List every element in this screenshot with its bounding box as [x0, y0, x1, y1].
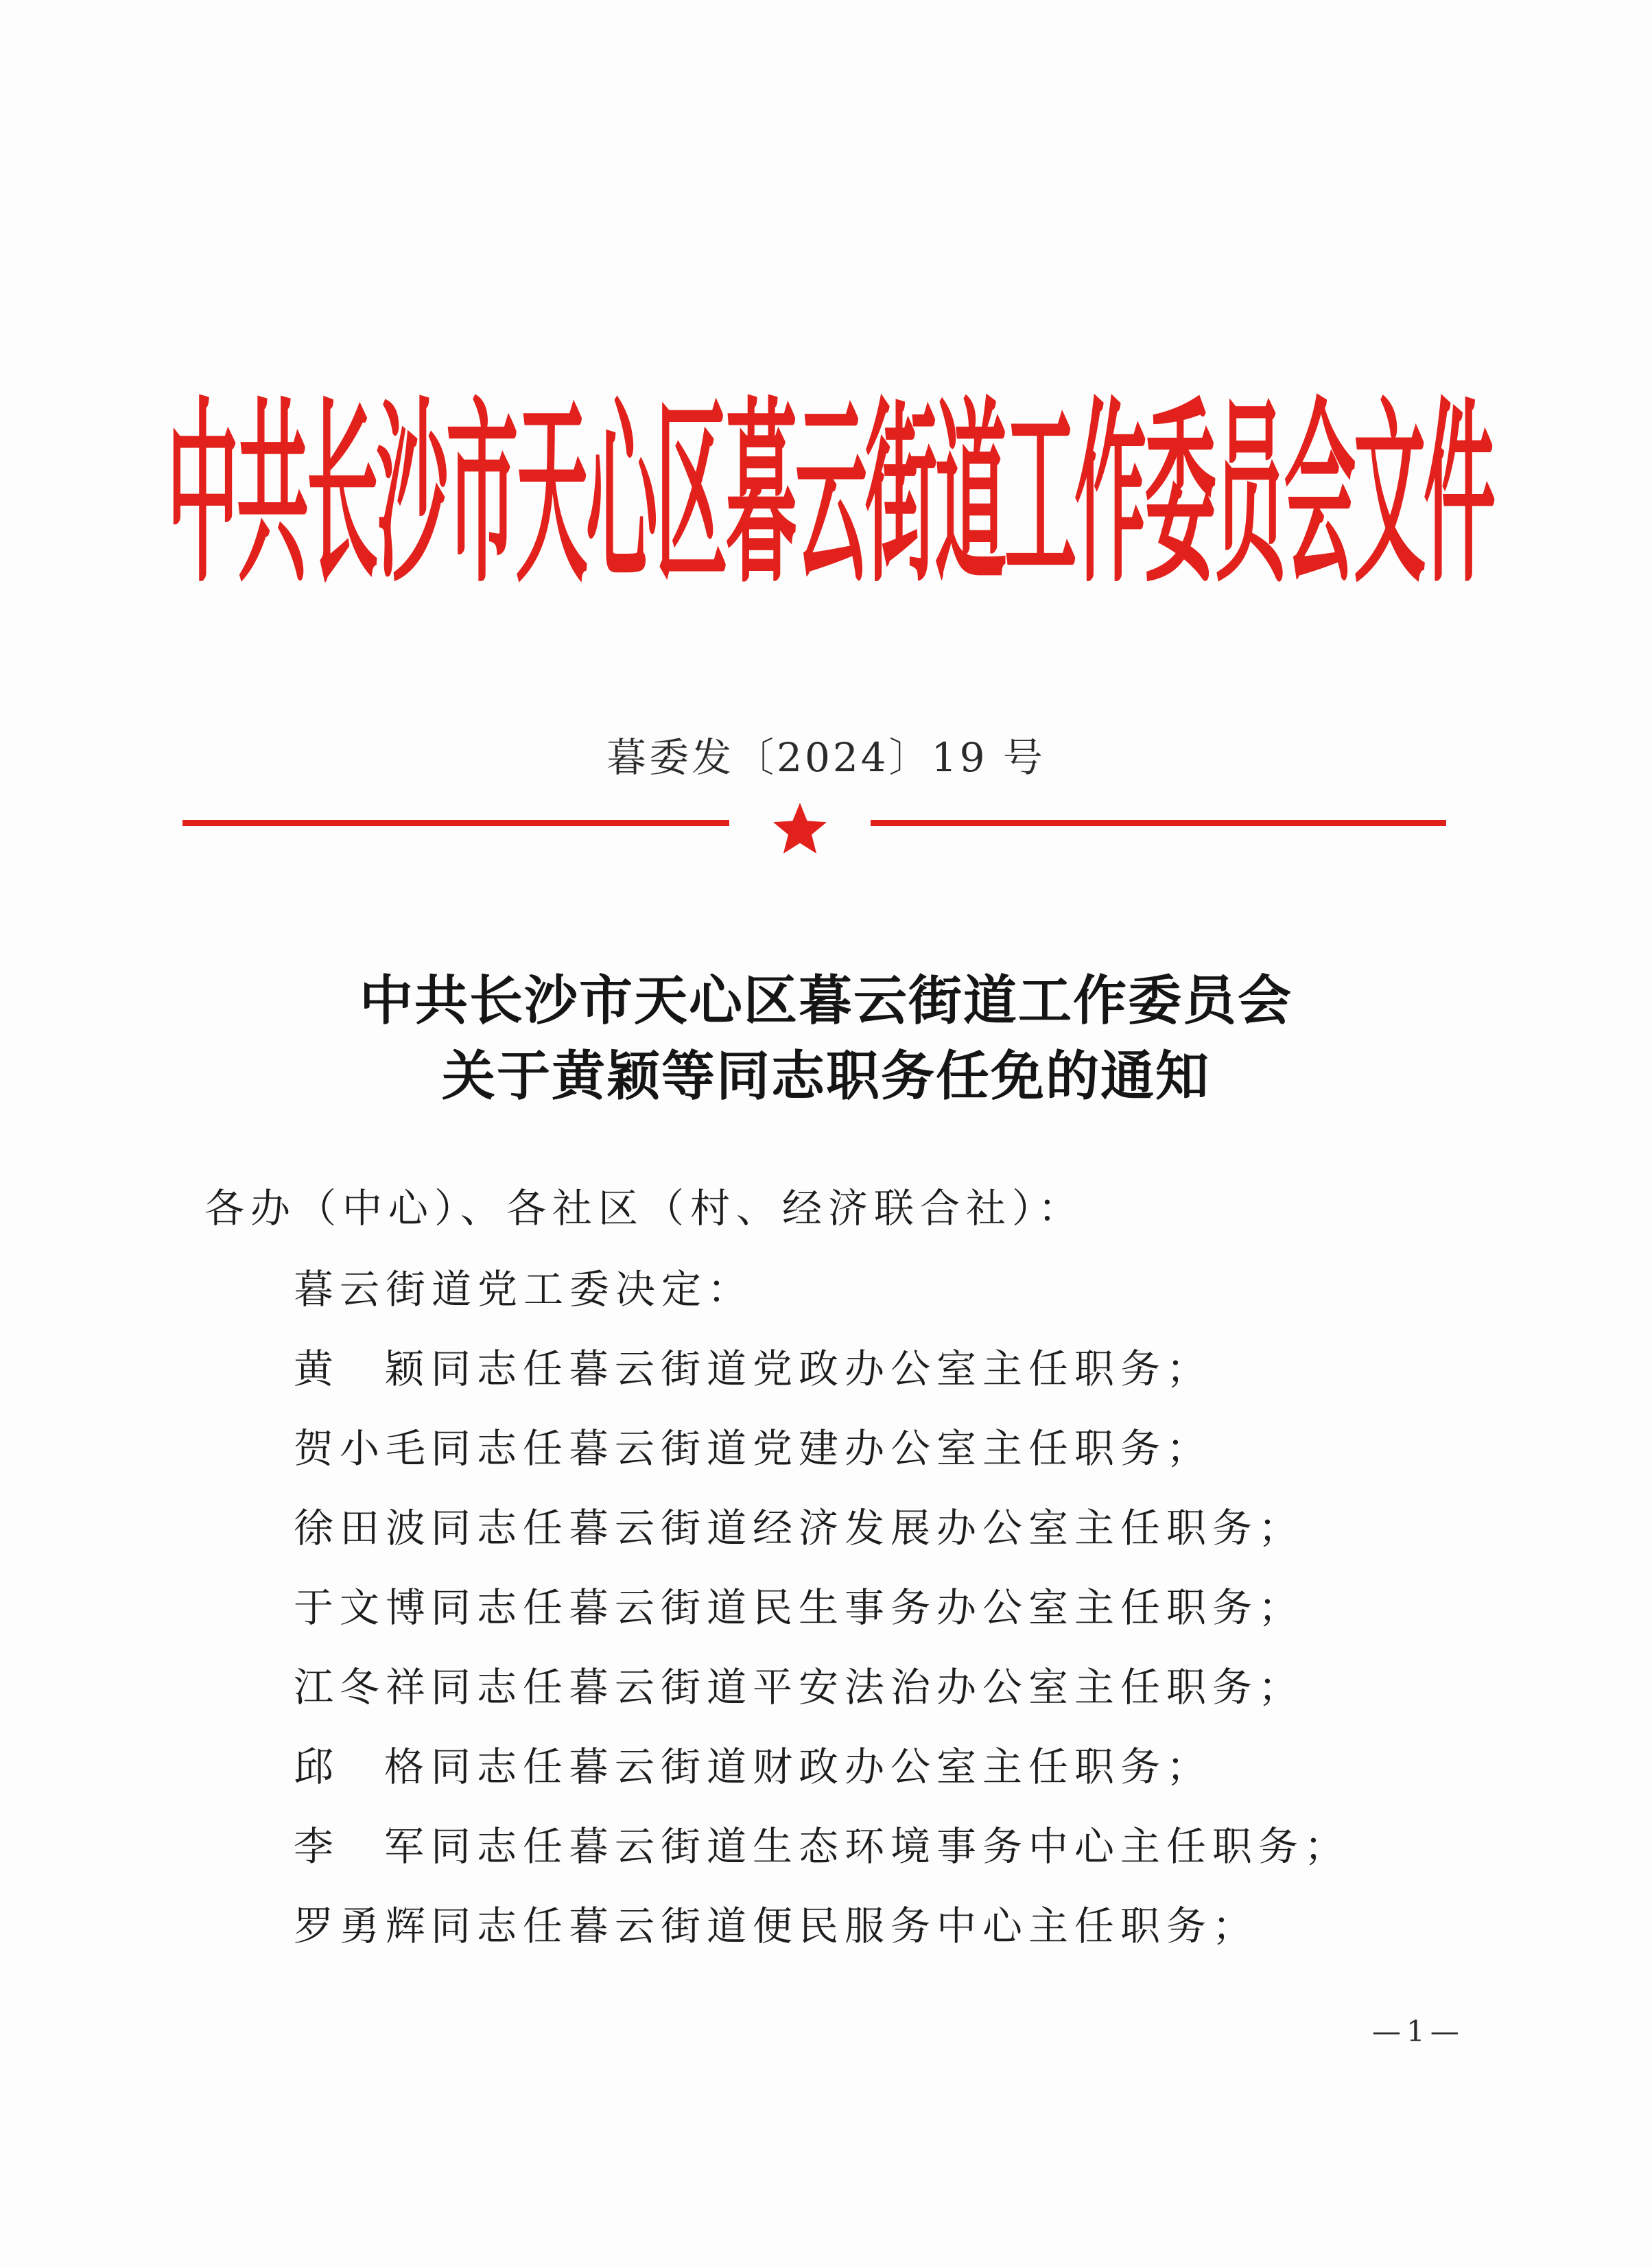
- notice-title-line-1: 中共长沙市天心区暮云街道工作委员会: [359, 970, 1293, 1032]
- appointment-line: [294, 1823, 1351, 1870]
- decision-intro: 暮云街道党工委决定：: [294, 1266, 754, 1313]
- page-number: —1—: [1372, 2015, 1465, 2048]
- masthead: [167, 377, 1494, 610]
- appointment-text: 同志任暮云街道经济发展办公室主任职务；: [431, 1505, 1305, 1551]
- appointee-name: 黄 颖: [294, 1346, 425, 1392]
- appointment-text: 同志任暮云街道生态环境事务中心主任职务；: [431, 1823, 1351, 1870]
- appointee-name: 徐田波: [294, 1505, 432, 1551]
- appointee-name: 李 军: [294, 1823, 425, 1870]
- appointee-name: 贺小毛: [294, 1425, 432, 1472]
- appointment-line: [294, 1664, 1305, 1711]
- notice-title-line-2: 关于黄颖等同志职务任免的通知: [441, 1045, 1210, 1107]
- appointment-line: [294, 1743, 1213, 1790]
- separator-line-right: [871, 820, 1446, 826]
- appointment-line: [294, 1346, 1213, 1392]
- appointment-text: 同志任暮云街道财政办公室主任职务；: [431, 1743, 1213, 1790]
- separator-line-left: [182, 820, 729, 826]
- addressee: 各办（中心）、各社区（村、经济联合社）：: [204, 1185, 1085, 1232]
- red-separator: [182, 803, 1446, 865]
- masthead-title: 中共长沙市天心区暮云街道工作委员会文件: [167, 377, 1494, 610]
- appointee-name: 邱 格: [294, 1743, 425, 1790]
- appointment-text: 同志任暮云街道平安法治办公室主任职务；: [431, 1664, 1305, 1711]
- appointment-text: 同志任暮云街道民生事务办公室主任职务；: [431, 1584, 1305, 1631]
- appointment-line: [294, 1584, 1305, 1631]
- document-number: 暮委发〔2024〕19 号: [606, 734, 1046, 781]
- appointment-line: [294, 1425, 1213, 1472]
- appointment-text: 同志任暮云街道便民服务中心主任职务；: [431, 1903, 1259, 1949]
- appointment-line: [294, 1903, 1259, 1949]
- separator-graphic: [182, 803, 1446, 865]
- appointee-name: 江冬祥: [294, 1664, 432, 1711]
- appointee-name: 罗勇辉: [294, 1903, 432, 1949]
- appointment-line: [294, 1505, 1305, 1551]
- appointment-text: 同志任暮云街道党建办公室主任职务；: [431, 1425, 1213, 1472]
- appointee-name: 于文博: [294, 1584, 432, 1631]
- star-icon: [773, 803, 827, 854]
- appointment-text: 同志任暮云街道党政办公室主任职务；: [431, 1346, 1213, 1392]
